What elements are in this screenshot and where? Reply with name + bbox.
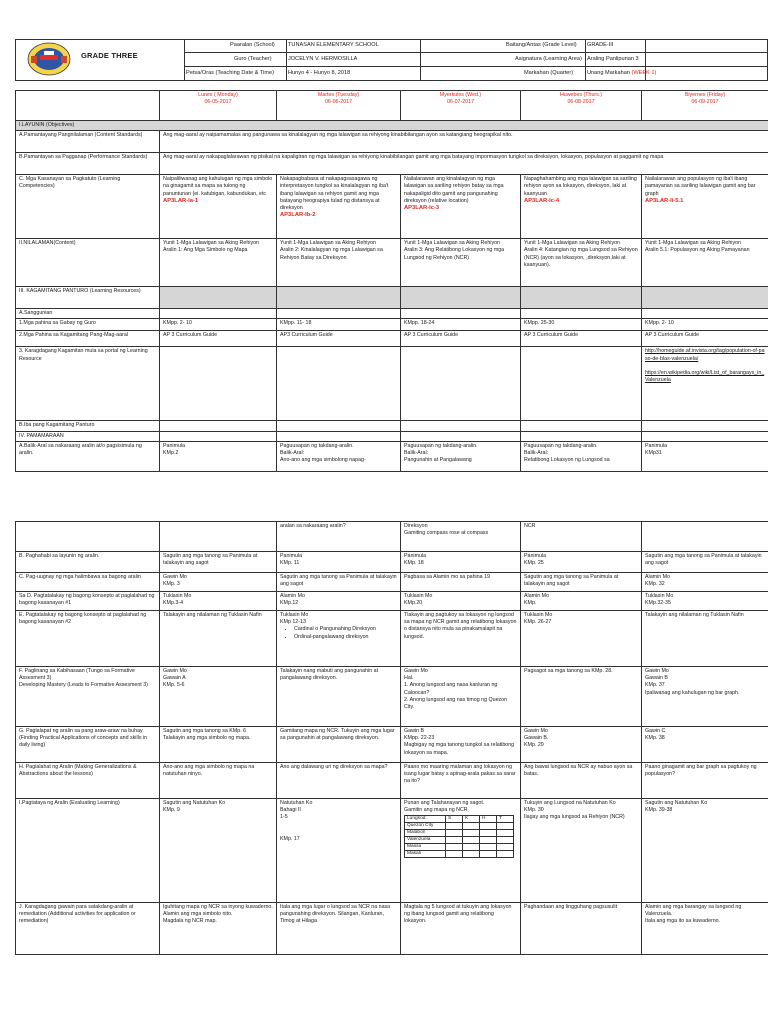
table-row	[405, 851, 514, 858]
table-cell: Sagutin ang mga tanong sa Panimula at talakayin ang sagot	[277, 573, 401, 592]
table-cell	[446, 844, 463, 851]
teacher-value: JOCELYN V. HERMOSILLA	[288, 56, 358, 62]
table-cell: Sagutin ang mga tanong sa Panimula at talakayin ang sagot	[160, 552, 277, 573]
table-cell	[497, 851, 514, 858]
table-row	[16, 309, 768, 319]
date-label: Petsa/Oras (Teaching Date & Time)	[186, 70, 274, 76]
learner-pages-row	[16, 331, 768, 347]
table-cell	[16, 522, 160, 552]
table-row	[16, 431, 768, 441]
table-cell	[401, 347, 521, 421]
portal-link-homeguide[interactable]: http://homeguide.af.invista.org/tag/population-of-paso-de-blas-valenzuela/	[645, 348, 765, 362]
table-row	[405, 816, 514, 823]
ncr-direction-table	[404, 815, 514, 858]
table-cell: AP 3 Curriculum Guide	[160, 331, 277, 347]
table-cell	[463, 844, 480, 851]
table-cell: Nakapagbabasa at nakapagsasagawa ng interpretasyon tungkol sa kinalalagyan ng iba't ibang lalawigan sa rehiyon gamit ang mga batayang heograpiya tulad ng distansya at direksyon AP3LAR-Ib-2	[277, 175, 401, 239]
table-cell: Gamitang mapa ng NCR. Tukuyin ang mga lugar sa pangunahin at pangalawang direksyon.	[277, 727, 401, 763]
table-cell	[401, 287, 521, 309]
table-cell	[642, 287, 768, 309]
karagdagang-gawain-row	[16, 903, 768, 955]
table-cell	[480, 823, 497, 830]
deped-seal-logo	[23, 41, 75, 77]
table-cell: Malabon	[405, 830, 446, 837]
table-cell	[277, 309, 401, 319]
table-cell	[463, 823, 480, 830]
table-cell: Pagsagot sa mga tanong sa KMp. 28.	[521, 667, 642, 727]
lesson-table-page2	[15, 521, 768, 955]
day-thursday: Huwebes (Thurs.) 06-08-2017	[521, 91, 642, 121]
table-cell: Paghandaan ang lingguhang pagsusulit	[521, 903, 642, 955]
table-cell: Direksyon Gamiting compass rose at compass	[401, 522, 521, 552]
table-cell: K	[463, 816, 480, 823]
table-cell	[642, 309, 768, 319]
table-cell: G. Paglalapat ng aralin sa pang araw-araw na buhay (Finding Practical Applications of concepts and skills in daily living)	[16, 727, 160, 763]
table-cell	[160, 522, 277, 552]
table-cell: 1.Mga pahina sa Gabay ng Guro	[16, 319, 160, 331]
paghahabi-row	[16, 552, 768, 573]
day-wednesday: Myerkules (Wed.) 06-07-2017	[401, 91, 521, 121]
week-value: (WEEK 1)	[631, 70, 657, 76]
table-cell	[463, 830, 480, 837]
table-cell: Valenzuela	[405, 837, 446, 844]
table-cell: Panimula KMp. 18	[401, 552, 521, 573]
table-cell: KMpp. 11- 18	[277, 319, 401, 331]
pamamaraan-label: IV. PAMAMARAAN	[16, 431, 160, 441]
table-cell: Gawin Mo Hal. 1. Anong lungsod ang nasa kanluran ng Caloocan? 2. Anong lungsod ang nas timog ng Quezon City.	[401, 667, 521, 727]
table-cell: A.Balik-Aral sa nakaraang aralin at/o pagsisimula ng aralin.	[16, 441, 160, 471]
table-row	[16, 287, 768, 309]
table-cell: KMpp. 2- 10	[642, 319, 768, 331]
school-label: Paaralan (School)	[230, 42, 275, 48]
table-cell: NCR	[521, 522, 642, 552]
table-cell	[446, 837, 463, 844]
table-cell	[521, 431, 642, 441]
table-cell: 3. Karagdagang Kagamitan mula sa portal ng Learning Resource	[16, 347, 160, 421]
competencies-label: C. Mga Kasanayan sa Pagkatuto (Learning Competencies)	[16, 175, 160, 239]
table-cell: Nailalarawan ang populasyon ng iba't ibang pamayanan sa sariling lalawigan gamit ang bar graph AP3LAR-Ii-5.1	[642, 175, 768, 239]
table-row	[405, 837, 514, 844]
table-cell: Paguusapan ng takdang-aralin. Balik-Aral: Pangunahin at Pangalawang	[401, 441, 521, 471]
table-cell: Sagutin ang mga tanong sa Panimula at talakayin ang sagot	[521, 573, 642, 592]
table-cell: Gawin Mo KMp. 3	[160, 573, 277, 592]
table-cell	[521, 421, 642, 431]
pagtatalakay1-row	[16, 592, 768, 611]
table-cell: Sagutin ang mga tanong sa Panimula at talakayin ang sagot	[642, 552, 768, 573]
day-header-row	[16, 91, 768, 121]
table-cell: Tuklasin Mo KMp. 26-27	[521, 611, 642, 667]
content-standards-label: A.Pamantayang Pangnilalaman (Content Standards)	[16, 131, 160, 153]
table-cell: Yunit 1-Mga Lalawigan sa Aking Rehiyon Aralin 3: Ang Relatibong Lokasyon ng mga Lungsod ng Rehiyon (NCR)	[401, 239, 521, 287]
table-cell: Yunit 1-Mga Lalawigan sa Aking Rehiyon Aralin 1: Ang Mga Simbolo ng Mapa	[160, 239, 277, 287]
table-row	[405, 830, 514, 837]
section-layunin: I.LAYUNIN (Objectives)	[16, 121, 768, 131]
table-cell	[480, 830, 497, 837]
table-cell	[642, 522, 768, 552]
table-cell: Tlakayin ang pagtukoy sa lokasyon ng lungsod sa mapa ng NCR gamit ang relatibong lokasyon o distansya nito mula sa pinakamalapit na lungsod.	[401, 611, 521, 667]
table-cell: Paano mo maaring malaman ang lokasyon ng isang lugar batay s apinag-arala pakas sa sarar na ito?	[401, 763, 521, 799]
paglinang-row	[16, 667, 768, 727]
lesson-table-page1	[15, 90, 768, 472]
table-cell: I.Pagtataya ng Aralin (Evaluating Learning)	[16, 799, 160, 903]
table-cell	[480, 844, 497, 851]
table-cell: aralan sa nakaraang aralin?	[277, 522, 401, 552]
table-cell: Tuklasin Mo KMp 12-13 • Cardinal o Pangunahing Direksyon • Ordinal-pangalawang direksyon	[277, 611, 401, 667]
kagamitan-label: III. KAGAMITANG PANTURO (Learning Resources)	[16, 287, 160, 309]
table-cell: Sa D. Pagtatalakay ng bagong konsepto at paglalahad ng bagong kasanayan #1	[16, 592, 160, 611]
table-cell: H. Paglalahat ng Aralin (Making Generalizations & Abstractions about the lessons)	[16, 763, 160, 799]
sanggunian-label: A.Sanggunian	[16, 309, 160, 319]
table-cell	[277, 431, 401, 441]
balik-aral-row	[16, 441, 768, 471]
table-row	[16, 121, 768, 131]
table-cell: Iguhitang mapa ng NCR sa inyong kuwaderno. Alamin ang mga simbolo nito. Magdala ng NCR map.	[160, 903, 277, 955]
table-cell: AP3 Curriculum Guide	[277, 331, 401, 347]
table-cell	[160, 309, 277, 319]
table-cell	[401, 431, 521, 441]
table-cell: Panimula KMp. 25	[521, 552, 642, 573]
table-cell	[497, 844, 514, 851]
table-cell: Talakayin ang nilalaman ng Tuklasin Nafin	[160, 611, 277, 667]
table-cell: Talakayin ang nilalaman ng Tuklasin Nafin	[642, 611, 768, 667]
pagtatalakay2-row	[16, 611, 768, 667]
table-cell: Ang bawat lungsod sa NCR ay nabuo ayon sa batas.	[521, 763, 642, 799]
table-cell: Yunit 1-Mga Lalawigan sa Aking Rehiyon Aralin 2: Kinalalagyan ng mga Lalawigan sa Rehiyon Batay sa Direksyon	[277, 239, 401, 287]
table-cell: S	[446, 816, 463, 823]
table-cell: Natutuhan Ko Bahagi II 1-5 KMp. 17	[277, 799, 401, 903]
table-cell: Alamin Mo KMp. 32	[642, 573, 768, 592]
table-cell: Tuklasin Mo KMp.20	[401, 592, 521, 611]
table-cell: Paguusapan ng takdang-aralin. Balik-Aral: Relatibong Lokasyon ng Lungsod sa	[521, 441, 642, 471]
table-cell: Ano-ano ang mga simbolo ng mapa na natutuhan ninyo.	[160, 763, 277, 799]
table-cell: J. Karagdagang gawain para satakdang-aralin at remediation (Additional activities for application or remediation)	[16, 903, 160, 955]
table-cell: Gawin B KMpp. 22-23 Magbigay ng mga tanong tungkol sa relatibong lokasyon sa mapa.	[401, 727, 521, 763]
guro-pages-row	[16, 319, 768, 331]
day-friday: Biyernes (Friday) 06-09-2017	[642, 91, 768, 121]
table-cell: Panimula KMp31	[642, 441, 768, 471]
teacher-label: Guro (Teacher)	[234, 56, 272, 62]
table-cell: Alamin ang mga barangay sa lungsod ng Valenzuela. Itala ang mga ito sa kuwaderno.	[642, 903, 768, 955]
table-cell: Napaghahambing ang mga lalawigan sa sariling rehiyon ayon sa lokasyon, direksyon, laki at kaanyuan AP3LAR-Ic-4	[521, 175, 642, 239]
table-cell	[160, 431, 277, 441]
table-cell: Magtala ng 5 lungsod at tukuyin ang lokasyon ng ibang lungsod gamit ang relatibong lokasyon.	[401, 903, 521, 955]
table-cell: Gawin Mo Gawain B KMp. 37 Ipaliwanag ang kahulugan ng bar graph.	[642, 667, 768, 727]
table-cell: Alamin Mo KMp.12	[277, 592, 401, 611]
table-cell	[521, 287, 642, 309]
table-cell: Panimula KMp. 11	[277, 552, 401, 573]
paglalahat-row	[16, 763, 768, 799]
table-cell: Tuklasin Mo KMp.32-35	[642, 592, 768, 611]
table-cell: T	[497, 816, 514, 823]
table-cell	[521, 347, 642, 421]
table-cell: Panimula KMp.2	[160, 441, 277, 471]
table-cell: F. Paglinang sa Kabihasaan (Tungo sa Formative Assesment 3) Developing Mastery (Leads to Formative Assesment 3)	[16, 667, 160, 727]
table-cell	[463, 851, 480, 858]
table-cell: Paano ginagamit ang bar graph sa pagtukoy ng populasyon?	[642, 763, 768, 799]
table-cell: Naipaliliwanag ang kahulugan ng mga simbolo na ginagamit sa mapa sa tulong ng panuntunan (ei. katubigan, kabundukan, etc AP3LAR-Ia-1	[160, 175, 277, 239]
table-cell: KMpp. 18-24	[401, 319, 521, 331]
continuation-row	[16, 522, 768, 552]
table-cell	[401, 309, 521, 319]
table-cell: Yunit 1-Mga Lalawigan sa Aking Rehiyon Aralin 5.1: Populasyon ng Aking Pamayanan	[642, 239, 768, 287]
grade-level-value: GRADE-III	[587, 42, 614, 48]
performance-standards-label: B.Pamantayan sa Pagganap (Performance Standards)	[16, 153, 160, 175]
grade-level-label: Baitang/Antas (Grade Level)	[506, 42, 577, 48]
table-cell	[446, 823, 463, 830]
table-cell: Punan ang Talahanayan ng sagot. Gamitin ang mapa ng NCR Lungsod S K H T Quezon City Malabon Valenzuela Manila Makati	[401, 799, 521, 903]
portal-link-wikipedia[interactable]: https://en.wikipedia.org/wiki/List_of_barangays_in_Valenzuela	[645, 370, 765, 384]
table-cell: B. Paghahabi sa layunin ng aralin.	[16, 552, 160, 573]
table-cell: Ano ang dalawang uri ng direksyon sa mapa?	[277, 763, 401, 799]
table-cell	[277, 421, 401, 431]
table-cell	[401, 421, 521, 431]
table-cell	[480, 837, 497, 844]
table-cell	[160, 347, 277, 421]
table-cell	[160, 287, 277, 309]
table-cell	[277, 347, 401, 421]
portal-row	[16, 347, 768, 421]
table-row	[16, 421, 768, 431]
iba-label: B.Iba pang Kagamitang Panturo	[16, 421, 160, 431]
table-cell: Sagutin ang mga tanong sa KMp. 6 Talakayin ang mga simbolo ng mapa.	[160, 727, 277, 763]
content-standards: Ang mag-aaral ay naipamamalas ang pangunawa sa kinalalagyan ng mga lalawigan sa rehiyong kinabibilangan ayon sa katangiang heograpikal nito.	[160, 131, 768, 153]
table-cell	[497, 837, 514, 844]
table-cell: 2.Mga Pahina sa Kagamitang Pang-Mag-aaral	[16, 331, 160, 347]
table-cell: Itala ang mga lugar o lungsod sa NCR na nasa pangunahing direksyon. Silangan, Kanluran, Timog at Hilaga	[277, 903, 401, 955]
table-row	[405, 844, 514, 851]
performance-standards: Ang mag-aaral ay nakapaglalarawan ng pisikal na kapaligiran ng mga lalawigan sa rehiyong kinabibilangan gamit ang mga batayang impormasyon tungkol sa direksiyon, lokasyon, populasyon at paggamit ng mapa	[160, 153, 768, 175]
table-cell: Tuklasin Mo KMp.3-4	[160, 592, 277, 611]
table-cell: Sagutin ang Natutuhan Ko KMp. 9	[160, 799, 277, 903]
grade-title: GRADE THREE	[81, 51, 138, 60]
school-value: TUNASAN ELEMENTARY SCHOOL	[288, 42, 379, 48]
table-cell: H	[480, 816, 497, 823]
table-cell: AP 3 Curriculum Guide	[521, 331, 642, 347]
table-cell: KMpp. 2- 10	[160, 319, 277, 331]
blank-corner-cell	[16, 91, 160, 121]
table-cell: Gawin Mo Gawain B. KMp. 29	[521, 727, 642, 763]
table-cell: Paguusapan ng takdang-aralin. Balik-Aral: Ano-ano ang mga simbolong napag-	[277, 441, 401, 471]
table-cell: E. Pagtatalakay ng bagong konsepto at paglalahad ng bagong kasanayan #2	[16, 611, 160, 667]
subject-label: Asignatura (Learning Area)	[515, 56, 582, 62]
nilalaman-label: II.NILALAMAN(Content)	[16, 239, 160, 287]
quarter-label: Markahan (Quarter)	[524, 70, 574, 76]
competencies-row	[16, 175, 768, 239]
table-cell	[480, 851, 497, 858]
date-value: Hunyo 4 - Hunyo 8, 2018	[288, 70, 351, 76]
table-cell: Manila	[405, 844, 446, 851]
table-row	[16, 153, 768, 175]
table-cell: Yunit 1-Mga Lalawigan sa Aking Rehiyon Aralin 4: Katangian ng mga Lungsod sa Rehiyon (NCR) (ayon sa lokasyon, ,direksyon,laki at kaanyuan).	[521, 239, 642, 287]
table-cell: Tukuyin ang Lungsod na Natutuhan Ko KMp. 30 Ilagay ang mga lungsod sa Rehiyon (NCR)	[521, 799, 642, 903]
table-cell: Talakayin nang mabuti ang pangunahin at pangalawang direksyon.	[277, 667, 401, 727]
day-tuesday: Martes (Tuesday) 06-06-2017	[277, 91, 401, 121]
table-cell	[446, 851, 463, 858]
table-cell: Gawin C KMp. 38	[642, 727, 768, 763]
table-cell	[642, 347, 768, 421]
paglalapat-row	[16, 727, 768, 763]
nilalaman-row	[16, 239, 768, 287]
table-cell: Pagbasa sa Alamin mo sa pahina 19	[401, 573, 521, 592]
table-cell: AP 3 Curriculum Guide	[642, 331, 768, 347]
table-cell: Nailalarawan ang kinalalagyan ng mga lalawigan sa sariling rehiyon batay sa mga nakapaligid dito gamit ang pangunahing direksyon (relative location) AP3LAR-Ic-3	[401, 175, 521, 239]
table-cell: Quezon City	[405, 823, 446, 830]
subject-value: Araling Panlipunan 3	[587, 56, 639, 62]
table-cell	[446, 830, 463, 837]
table-cell: Lungsod	[405, 816, 446, 823]
table-cell	[497, 823, 514, 830]
table-cell	[160, 421, 277, 431]
table-cell: Makati	[405, 851, 446, 858]
table-cell	[463, 837, 480, 844]
quarter-value: Unang Markahan (WEEK 1)	[587, 70, 657, 76]
table-cell	[277, 287, 401, 309]
header	[15, 39, 768, 80]
pagtataya-row	[16, 799, 768, 903]
table-cell: KMpp. 25-30	[521, 319, 642, 331]
paguugnay-row	[16, 573, 768, 592]
table-cell	[497, 830, 514, 837]
table-row	[405, 823, 514, 830]
table-cell	[642, 421, 768, 431]
table-cell	[521, 309, 642, 319]
table-cell: Gawin Mo Gawain A KMp. 5-6	[160, 667, 277, 727]
table-cell: C. Pag-uugnay ng mga halimbawa sa bagong aralin	[16, 573, 160, 592]
table-cell: Alamin Mo KMp.	[521, 592, 642, 611]
day-monday: Lunes ( Monday) 06-05-2017	[160, 91, 277, 121]
table-cell	[642, 431, 768, 441]
table-cell: AP 3 Curriculum Guide	[401, 331, 521, 347]
table-cell: Sagutin ang Natutuhan Ko KMp. 39-38	[642, 799, 768, 903]
table-row	[16, 131, 768, 153]
